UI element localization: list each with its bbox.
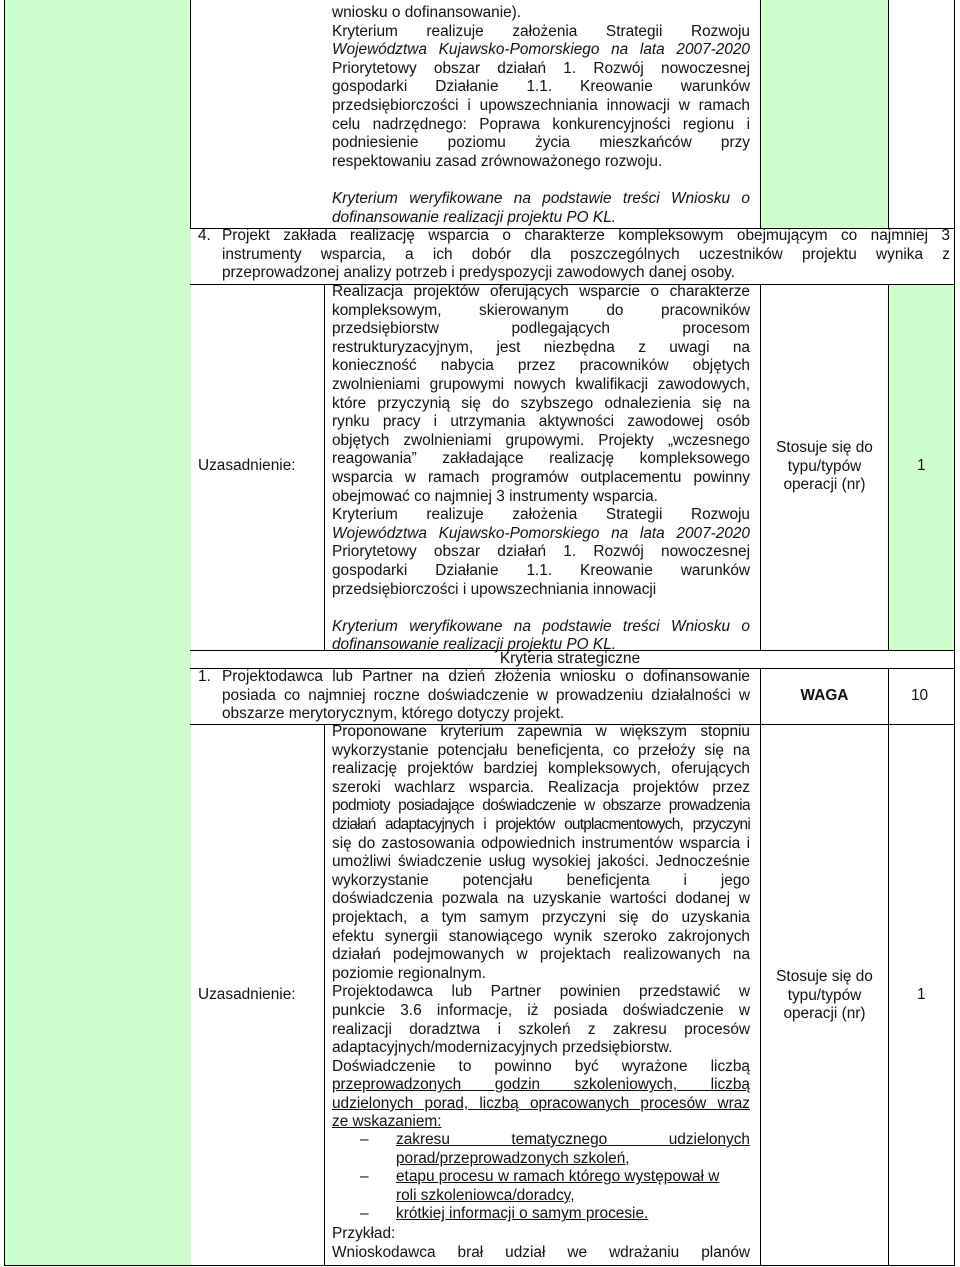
text-line: Wnioskodawca brał udział we wdrażaniu planów xyxy=(332,1243,750,1261)
left-margin-column xyxy=(4,229,191,1266)
text-line: restrukturyzacyjnym, jest niezbędna z uwagi na xyxy=(332,338,750,356)
text-line: wykorzystanie potencjału beneficjenta i jego xyxy=(332,871,750,889)
bullet-line: porad/przeprowadzonych szkoleń, xyxy=(396,1149,630,1167)
applies-value: 1 xyxy=(917,986,926,1003)
text-line: wykorzystanie potencjału beneficjenta, co przełoży się na xyxy=(332,741,750,759)
text-line: obszarze merytorycznym, którego dotyczy projekt. xyxy=(222,705,565,723)
text-line: przedsiębiorczości i upowszechniania innowacji xyxy=(332,580,657,598)
text-line: posiada co najmniej roczne doświadczenie w prowadzeniu działalności w xyxy=(222,686,750,704)
text-line: się do zastosowania odpowiednich instrumentów wsparcia i xyxy=(332,834,750,852)
text-line: ze wskazaniem: xyxy=(332,1113,442,1131)
bullet-line: zakresu tematycznego udzielonych xyxy=(396,1131,750,1148)
text-line: rynku pracy i utrzymania aktywności zawodowej osób xyxy=(332,413,750,431)
text-line: Kryterium realizuje założenia Strategii Rozwoju xyxy=(332,506,750,524)
list-item xyxy=(360,1168,750,1205)
list-item xyxy=(360,1205,750,1224)
text-line: Realizacja projektów oferujących wsparcie o charakterze xyxy=(332,283,750,300)
text-line: adaptacyjnych/modernizacyjnych przedsiębiorstw. xyxy=(332,1039,673,1057)
applies-line: operacji (nr) xyxy=(783,476,866,494)
text-line: działań adaptacyjnych i projektów outplacmentowych, przyczyni xyxy=(332,815,750,833)
text-line: projektach, a tym samym przyczyni się do uzyskania xyxy=(332,908,750,926)
applies-to-operation-types xyxy=(761,967,888,1023)
justification-label: Uzasadnienie: xyxy=(198,986,296,1003)
dash-bullet: – xyxy=(360,1131,369,1148)
text-line: Województwa Kujawsko-Pomorskiego na lata 2007-2020 xyxy=(332,41,750,59)
criterion-text xyxy=(222,668,750,724)
text-line: realizację projektów bardziej kompleksowych, oferujących xyxy=(332,760,750,778)
text-line: Doświadczenie to powinno być wyrażone liczbą xyxy=(332,1057,750,1075)
text-line: doświadczenia pozwala na uzyskanie wartości dodanej w xyxy=(332,890,750,908)
applies-line: Stosuje się do xyxy=(776,968,873,985)
justification-label: Uzasadnienie: xyxy=(198,457,296,474)
text-line: które przyczynią się do szybszego odnalezienia się na xyxy=(332,394,750,412)
text-line: przeprowadzonej analizy potrzeb i predyspozycji zawodowych danej osoby. xyxy=(222,264,736,282)
text-line: gospodarki Działanie 1.1. Kreowanie warunków xyxy=(332,561,750,579)
text-line: umożliwi świadczenie usług wysokiej jakości. Jednocześnie xyxy=(332,853,750,871)
text-line: efektu synergii stanowiącego wynik szeroko zakrojonych xyxy=(332,927,750,945)
dash-bullet: – xyxy=(360,1205,369,1223)
applies-line: typu/typów xyxy=(787,457,862,475)
applies-line: Stosuje się do xyxy=(776,439,873,456)
text-line: zwolnieniami grupowymi nowych kwalifikacji zawodowych, xyxy=(332,375,750,393)
criterion-text xyxy=(222,227,950,283)
text-line: Proponowane kryterium zapewnia w większym stopniu xyxy=(332,723,750,740)
text-line: punkcie 3.6 informacje, iż posiada doświadczenie w xyxy=(332,1001,750,1019)
right-margin-column xyxy=(761,0,888,229)
verification-note: Kryterium weryfikowane na podstawie treści Wniosku o xyxy=(332,617,750,635)
text-line: Projektodawca lub Partner na dzień złożenia wniosku o dofinansowanie xyxy=(222,668,750,685)
text-line: poziomie regionalnym. xyxy=(332,964,486,982)
list-item xyxy=(360,1131,750,1168)
bullet-line: krótkiej informacji o samym procesie. xyxy=(396,1205,649,1223)
text-line: Projektodawca lub Partner powinien przedstawić w xyxy=(332,983,750,1001)
text-line: objętych zwolnieniami grupowymi. Projekty „wczesnego xyxy=(332,431,750,449)
criterion-text-continued xyxy=(332,4,750,227)
example-label: Przykład: xyxy=(332,1225,396,1242)
text-line: Województwa Kujawsko-Pomorskiego na lata 2007-2020 xyxy=(332,524,750,542)
text-line: respektowaniu zasad zrównoważonego rozwoju. xyxy=(332,152,663,170)
text-line: obejmować co najmniej 3 instrumenty wsparcia. xyxy=(332,487,658,505)
example-block xyxy=(332,1225,750,1262)
justification-text xyxy=(332,723,750,1132)
text-line: działań podejmowanych w projektach realizowanych na xyxy=(332,946,750,964)
bullet-list xyxy=(360,1131,750,1224)
verification-note: dofinansowanie realizacji projektu PO KL. xyxy=(332,636,617,654)
text-line: przeprowadzonych godzin szkoleniowych, liczbą xyxy=(332,1076,750,1094)
applies-value: 1 xyxy=(917,457,926,474)
bullet-line: etapu procesu w ramach którego występował w xyxy=(396,1168,720,1186)
applies-line: operacji (nr) xyxy=(783,1005,866,1023)
text-line: Priorytetowy obszar działań 1. Rozwój nowoczesnej xyxy=(332,59,750,77)
text-line: gospodarki Działanie 1.1. Kreowanie warunków xyxy=(332,78,750,96)
text-line: Projekt zakłada realizację wsparcia o charakterze kompleksowym obejmującym co najmniej 3 xyxy=(222,227,950,244)
weight-value: 10 xyxy=(911,687,929,704)
text-line: podniesienie poziomu życia mieszkańców przy xyxy=(332,134,750,152)
applies-to-operation-types xyxy=(761,438,888,494)
text-line: realizacji doradztwa i szkoleń z zakresu procesów xyxy=(332,1020,750,1038)
bullet-line: roli szkoleniowca/doradcy, xyxy=(396,1186,575,1204)
verification-note: Kryterium weryfikowane na podstawie treści Wniosku o xyxy=(332,189,750,207)
text-line: Priorytetowy obszar działań 1. Rozwój nowoczesnej xyxy=(332,543,750,561)
text-line: Kryterium realizuje założenia Strategii Rozwoju xyxy=(332,22,750,40)
text-line: kompleksowym, skierowanym do pracowników xyxy=(332,301,750,319)
criterion-number: 4. xyxy=(198,227,211,244)
weight-label: WAGA xyxy=(800,687,849,704)
text-line: instrumenty wsparcia, a ich dobór dla poszczególnych uczestników projektu wynika z xyxy=(222,245,950,263)
criterion-number: 1. xyxy=(198,668,211,685)
text-line: podmioty posiadające doświadczenie w obszarze prowadzenia xyxy=(332,797,750,815)
text-line: wniosku o dofinansowanie). xyxy=(332,4,522,21)
text-line: konieczność nabycia przez pracowników objętych xyxy=(332,357,750,375)
text-line: wsparcia w ramach programów outplacementu powinny xyxy=(332,468,750,486)
text-line: reagowania” zakładające realizację kompleksowego xyxy=(332,450,750,468)
verification-note: dofinansowanie realizacji projektu PO KL. xyxy=(332,208,617,226)
text-line: szeroki wachlarz wsparcia. Realizacja projektów przez xyxy=(332,778,750,796)
dash-bullet: – xyxy=(360,1168,369,1186)
text-line: przedsiębiorstw podlegających procesom xyxy=(332,320,750,338)
section-header: Kryteria strategiczne xyxy=(499,650,641,667)
applies-line: typu/typów xyxy=(787,986,862,1004)
text-line: celu nadrzędnego: Poprawa konkurencyjności regionu i xyxy=(332,115,750,133)
justification-text xyxy=(332,283,750,655)
left-margin-column xyxy=(4,0,191,229)
text-line: udzielonych porad, liczbą opracowanych procesów wraz xyxy=(332,1094,750,1112)
text-line: przedsiębiorczości i upowszechniania innowacji w ramach xyxy=(332,96,750,114)
